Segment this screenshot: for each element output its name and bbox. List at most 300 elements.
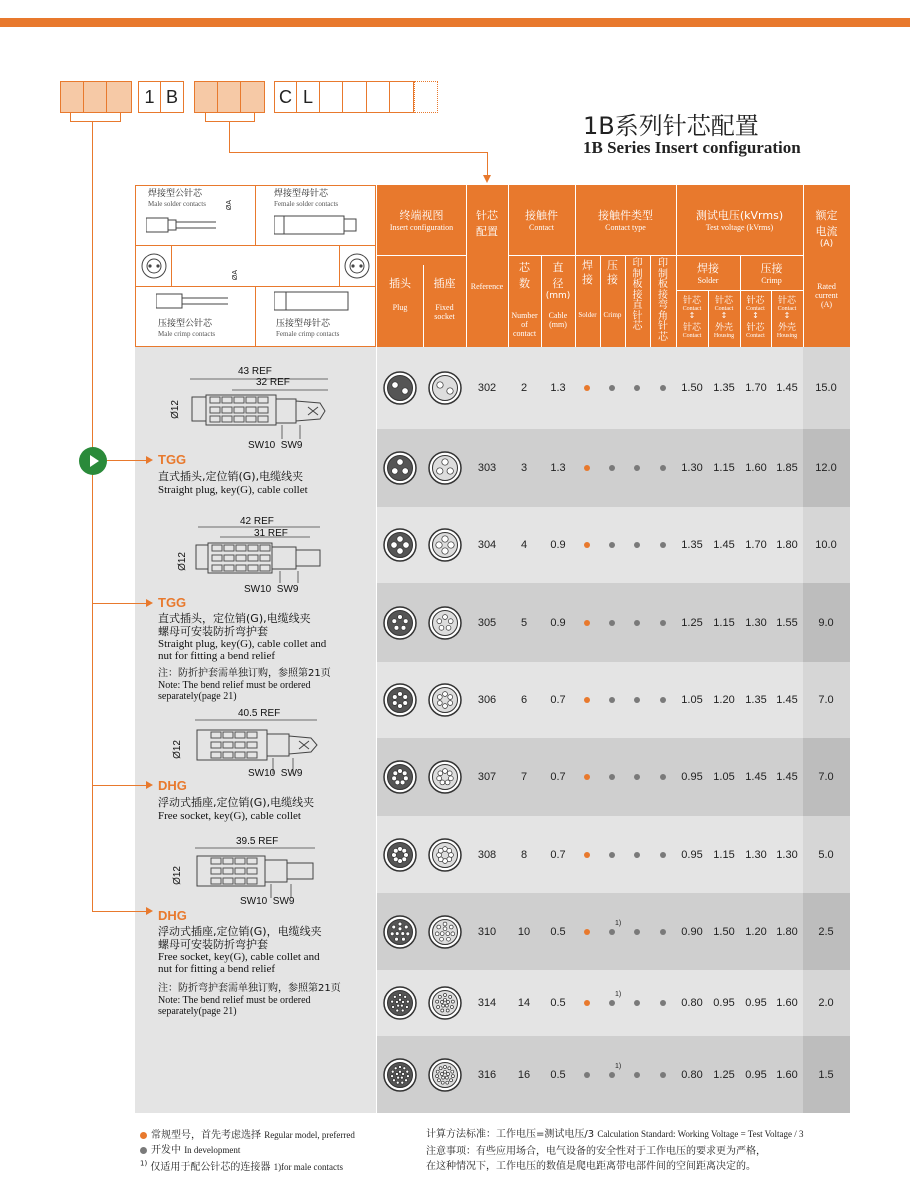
plug-insert-icon [382,450,418,486]
female-crimp-label-en: Female crimp contacts [276,329,340,338]
solder-status-dot [584,1072,590,1078]
pcb-elbow-status-dot [660,929,666,935]
model-code-dhg: DHG [158,908,187,923]
model-note-en: Note: The bend relief must be ordered [158,994,311,1006]
code-box [194,81,218,113]
model-note-en: separately(page 21) [158,690,237,702]
solder-contact-voltage-cell: 1.50 [681,382,703,394]
sub-contact-en: Contact [777,306,797,312]
socket-insert-icon [427,1057,463,1093]
solder-contact-voltage-cell: 1.25 [681,616,703,629]
crimp-footnote-mark: 1) [615,991,622,998]
ref-cell: 302 [477,382,497,394]
header-socket-cn: 插座 [433,277,456,290]
legend-regular-cn: 常规型号，首先考虑选择 [151,1130,261,1141]
cable-diameter-cell: 0.7 [550,771,566,783]
solder-housing-voltage-cell: 1.15 [713,462,735,474]
header-num-en3: contact [512,329,537,338]
crimp-footnote-mark: 1) [615,919,622,927]
socket-insert-icon [427,985,463,1021]
cable-diameter-cell: 0.5 [550,997,566,1009]
socket-insert-icon [427,914,463,950]
cable-diameter-cell: 0.7 [550,694,566,706]
solder-status-dot [584,385,590,391]
header-divider [377,255,466,256]
model-desc-cn: 直式插头,定位销(G),电缆线夹 [158,470,304,483]
pcb-straight-status-dot [634,465,640,471]
header-solder-cn: 焊接 [582,259,593,287]
rated-current-cell: 2.5 [818,925,834,938]
insert-face-icon [343,249,371,283]
header-current-cn3: (A) [819,239,834,249]
dim-label: Ø12 [172,740,183,759]
down-arrow-icon [483,175,491,183]
dim-label: SW10 SW9 [244,584,299,595]
rated-current-cell: 10.0 [815,539,837,551]
arrow-line [92,603,147,604]
header-crimp-cn: 压接 [607,259,618,287]
pcb-elbow-status-dot [660,465,666,471]
header-solder-en: Solder [578,311,597,319]
code-box [83,81,107,113]
cable-diameter-cell: 0.7 [550,848,566,861]
plug-insert-icon [382,605,418,641]
solder-contact-voltage-cell: 0.95 [681,771,703,783]
development-dot-icon [140,1147,147,1154]
code-box [106,81,132,113]
sub-housing-en: Housing [713,333,735,339]
calc-standard-en: Calculation Standard: Working Voltage = Test Voltage / 3 [597,1129,804,1139]
ref-cell: 316 [477,1068,497,1081]
solder-contact-voltage-cell: 0.80 [681,1068,703,1081]
tgg-plug-relief-drawing [180,515,350,595]
header-dia-cn2: 径 [552,277,564,290]
header-crimp-en: Crimp [603,311,622,319]
bracket-line [205,121,255,122]
pcb-elbow-status-dot [660,774,666,780]
pcb-straight-status-dot [634,774,640,780]
crimp-status-dot [609,1000,615,1006]
socket-insert-icon [427,450,463,486]
pcb-elbow-status-dot [660,1000,666,1006]
solder-housing-voltage-cell: 1.35 [713,382,735,394]
crimp-footnote-mark: 1) [615,1062,622,1070]
header-divider [508,255,803,256]
contact-count-cell: 10 [517,925,531,938]
solder-housing-voltage-cell: 0.95 [713,997,735,1009]
crimp-status-dot [609,774,615,780]
dim-label: SW10 SW9 [248,440,303,451]
male-crimp-label: 压接型公针芯 [158,319,213,329]
pcb-straight-status-dot [634,542,640,548]
header-num-cn2: 数 [519,277,530,290]
page-title-en: 1B Series Insert configuration [583,138,801,157]
pcb-elbow-status-dot [660,1072,666,1078]
ref-cell: 310 [477,925,497,938]
plug-insert-icon [382,370,418,406]
solder-status-dot [584,542,590,548]
model-desc-en: nut for fitting a bend relief [158,650,275,663]
dim-a-label: ØA [232,270,239,281]
cable-diameter-cell: 0.5 [550,925,566,938]
header-current-en3: (A) [820,300,833,309]
header-num-cn1: 芯 [519,261,530,274]
code-box [389,81,414,113]
solder-contact-voltage-cell: 1.35 [681,539,703,551]
contact-count-cell: 16 [517,1068,531,1081]
code-box [319,81,343,113]
rated-current-cell: 1.5 [818,1068,834,1081]
model-desc-cn: 直式插头，定位销(G),电缆线夹 [158,612,311,625]
plug-insert-icon [382,837,418,873]
cable-diameter-cell: 1.3 [550,462,566,474]
pcb-straight-status-dot [634,697,640,703]
male-solder-label-en: Male solder contacts [148,199,206,208]
header-current-cn1: 额定 [815,209,838,222]
pcb-elbow-status-dot [660,852,666,858]
solder-housing-voltage-cell: 1.20 [713,694,735,706]
crimp-housing-voltage-cell: 1.60 [776,997,798,1009]
note-line-2: 在这种情况下，工作电压的数值是爬电距离带电部件间的空间距离决定的。 [426,1161,756,1172]
header-test-en: Test voltage (kVrms) [705,223,774,232]
sub-shell-cn: 外壳 [714,323,733,333]
header-type-en: Contact type [605,223,646,232]
crimp-contact-voltage-cell: 1.30 [745,616,767,629]
pcb-straight-status-dot [634,1072,640,1078]
header-test-cn: 测试电压(kVrms) [695,209,784,222]
socket-insert-icon [427,605,463,641]
top-accent-bar [0,18,910,27]
code-box [342,81,367,113]
model-note-cn: 注：防折弯护套需单独订购，参照第21页 [158,983,341,994]
sub-pin-cn: 针芯 [746,296,765,306]
crimp-housing-voltage-cell: 1.45 [776,694,798,706]
code-box-series-b: B [160,81,184,113]
header-contact-en: Contact [529,223,554,232]
ref-cell: 308 [477,848,497,861]
arrow-icon [146,456,153,464]
crimp-contact-voltage-cell: 0.95 [745,997,767,1009]
pcb-elbow-status-dot [660,542,666,548]
crimp-status-dot [609,929,615,935]
rated-current-cell: 5.0 [818,848,834,861]
solder-housing-voltage-cell: 1.05 [713,771,735,783]
crimp-contact-voltage-cell: 1.70 [745,539,767,551]
header-pcb-straight-cn: 印制板接直针芯 [632,258,643,332]
code-box [60,81,84,113]
crimp-contact-voltage-cell: 1.45 [745,771,767,783]
sub-pin-cn: 针芯 [682,296,701,306]
rated-current-cell: 7.0 [818,771,834,783]
contact-count-cell: 6 [520,694,528,706]
header-type-cn: 接触件类型 [598,209,653,222]
socket-insert-icon [427,837,463,873]
sub-pin-cn: 针芯 [714,296,733,306]
header-ref-en: Reference [470,282,504,291]
header-divider [676,290,803,291]
arrow-icon [146,599,153,607]
header-dia-en1: Cable [548,311,568,320]
solder-status-dot [584,852,590,858]
crimp-contact-voltage-cell: 1.60 [745,462,767,474]
pcb-elbow-status-dot [660,620,666,626]
sub-shell-cn: 外壳 [777,323,796,333]
plug-insert-icon [382,985,418,1021]
crimp-status-dot [609,697,615,703]
bracket-line [487,152,488,176]
pcb-elbow-status-dot [660,697,666,703]
male-crimp-label-en: Male crimp contacts [158,329,216,338]
code-box-l: L [296,81,320,113]
pcb-straight-status-dot [634,929,640,935]
male-solder-contact-drawing [146,210,226,240]
code-box [240,81,265,113]
solder-contact-voltage-cell: 0.80 [681,997,703,1009]
dim-label: 31 REF [254,528,288,539]
header-num-en2: of [521,320,528,329]
model-desc-en: Free socket, key(G), cable collet [158,809,301,822]
female-crimp-label: 压接型母针芯 [276,319,331,329]
crimp-housing-voltage-cell: 1.45 [776,771,798,783]
dim-label: 32 REF [256,377,290,388]
header-plug-en: Plug [392,303,408,312]
crimp-status-dot [609,852,615,858]
rated-current-cell: 2.0 [818,997,834,1009]
model-note-en: Note: The bend relief must be ordered [158,679,311,691]
header-ref-cn1: 针芯 [476,209,498,222]
cable-diameter-cell: 0.5 [550,1068,566,1081]
model-code-tgg: TGG [158,452,187,467]
contact-count-cell: 5 [520,616,528,629]
sub-pin-cn: 针芯 [777,296,796,306]
contact-count-cell: 3 [520,462,528,474]
model-desc-cn: 螺母可安装防折弯护套 [158,937,268,951]
solder-contact-voltage-cell: 0.90 [681,925,703,938]
code-box [366,81,390,113]
solder-status-dot [584,1000,590,1006]
crimp-housing-voltage-cell: 1.55 [776,616,798,629]
pcb-straight-status-dot [634,1000,640,1006]
solder-housing-voltage-cell: 1.50 [713,925,735,938]
dim-label: SW10 SW9 [240,896,295,907]
header-contact-cn: 接触件 [525,209,558,222]
ref-cell: 314 [477,997,497,1009]
crimp-status-dot [609,542,615,548]
crimp-housing-voltage-cell: 1.45 [776,382,798,394]
contact-types-panel [135,185,376,347]
contact-count-cell: 14 [517,997,531,1009]
model-desc-en: Free socket, key(G), cable collet and [158,951,320,964]
female-solder-contact-drawing [274,210,364,240]
header-dia-en2: (mm) [549,320,567,329]
pcb-straight-status-dot [634,620,640,626]
male-solder-label: 焊接型公针芯 [148,189,203,199]
bracket-line [70,121,121,122]
ref-cell: 305 [477,616,497,629]
rated-current-cell: 7.0 [818,694,834,706]
model-desc-en: nut for fitting a bend relief [158,963,275,976]
crimp-status-dot [609,1072,615,1078]
regular-dot-icon [140,1132,147,1139]
arrow-icon [146,907,153,915]
sub-contact-en: Contact [746,333,765,339]
plug-insert-icon [382,527,418,563]
solder-status-dot [584,465,590,471]
code-box-c: C [274,81,297,113]
female-solder-label-en: Female solder contacts [274,199,339,208]
pcb-straight-status-dot [634,852,640,858]
legend-sup: 1) [140,1159,148,1168]
arrow-line [107,460,147,461]
plug-insert-icon [382,682,418,718]
header-insert-cn: 终端视图 [399,209,444,222]
code-box [217,81,241,113]
socket-insert-icon [427,527,463,563]
dim-label: 42 REF [240,516,274,527]
model-note-cn: 注：防折护套需单独订购，参照第21页 [158,668,331,679]
bracket-line [229,152,487,153]
bracket-line [229,121,230,152]
header-insert-en: Insert configuration [389,223,454,232]
crimp-status-dot [609,385,615,391]
contact-count-cell: 2 [520,382,528,394]
solder-housing-voltage-cell: 1.25 [713,1068,735,1081]
header-t-solder-en: Solder [697,276,719,285]
crimp-contact-voltage-cell: 0.95 [745,1068,767,1081]
header-t-solder-cn: 焊接 [697,262,719,275]
ref-cell: 306 [477,694,497,706]
socket-insert-icon [427,759,463,795]
crimp-contact-voltage-cell: 1.20 [745,925,767,938]
solder-contact-voltage-cell: 1.05 [681,694,703,706]
model-desc-en: Straight plug, key(G), cable collet [158,483,308,496]
bracket-line [92,121,93,911]
solder-status-dot [584,774,590,780]
pcb-straight-status-dot [634,385,640,391]
solder-housing-voltage-cell: 1.45 [713,539,735,551]
rated-current-cell: 9.0 [818,616,834,629]
code-box-optional [414,81,438,113]
rated-current-cell: 15.0 [815,382,837,394]
crimp-housing-voltage-cell: 1.85 [776,462,798,474]
contact-count-cell: 4 [520,539,528,551]
crimp-housing-voltage-cell: 1.30 [776,848,798,861]
plug-insert-icon [382,759,418,795]
legend-dev-cn: 开发中 [151,1145,181,1156]
model-desc-cn: 螺母可安装防折弯护套 [158,624,268,638]
solder-status-dot [584,697,590,703]
sub-contact-en: Contact [714,306,734,312]
male-crimp-contact-drawing [156,286,236,316]
plug-insert-icon [382,914,418,950]
model-code-dhg: DHG [158,778,187,793]
solder-status-dot [584,620,590,626]
cable-diameter-cell: 1.3 [550,382,566,394]
contact-count-cell: 7 [520,771,528,783]
header-num-en1: Number [511,311,538,320]
header-socket-en1: Fixed [435,303,454,312]
legend-regular-en: Regular model, preferred [264,1130,355,1140]
bracket-line [120,113,121,122]
header-plug-cn: 插头 [389,277,411,290]
header-current-cn2: 电流 [815,225,838,238]
legend-male-en: 1)for male contacts [273,1162,344,1172]
sub-pin-cn: 针芯 [746,323,765,333]
solder-contact-voltage-cell: 0.95 [681,848,703,861]
solder-contact-voltage-cell: 1.30 [681,462,703,474]
contact-count-cell: 8 [520,848,528,861]
dim-label: 43 REF [238,366,272,377]
female-crimp-contact-drawing [274,286,364,316]
dim-label: Ø12 [172,866,183,885]
play-marker-icon [79,447,107,475]
header-t-crimp-en: Crimp [761,276,782,285]
sub-pin-cn: 针芯 [682,323,701,333]
sub-housing-en: Housing [776,333,798,339]
arrow-line [92,911,147,912]
crimp-contact-voltage-cell: 1.70 [745,382,767,394]
crimp-contact-voltage-cell: 1.30 [745,848,767,861]
sub-contact-en: Contact [682,333,702,339]
code-box-series-1: 1 [138,81,161,113]
model-desc-cn: 浮动式插座,定位销(G)，电缆线夹 [158,925,322,938]
socket-insert-icon [427,370,463,406]
dim-label: SW10 SW9 [248,768,303,779]
bracket-line [254,113,255,122]
crimp-status-dot [609,620,615,626]
arrow-icon [146,781,153,789]
plug-insert-icon [382,1057,418,1093]
dim-label: 39.5 REF [236,836,279,847]
ref-cell: 304 [477,539,497,551]
page-title-cn: 1B系列针芯配置 [583,112,759,140]
sub-contact-en: Contact [746,306,765,312]
model-desc-en: Straight plug, key(G), cable collet and [158,638,327,651]
crimp-housing-voltage-cell: 1.60 [776,1068,798,1081]
header-socket-en2: socket [434,312,455,321]
cable-diameter-cell: 0.9 [550,616,566,629]
insert-face-icon [140,249,168,283]
pcb-elbow-status-dot [660,385,666,391]
crimp-status-dot [609,465,615,471]
ref-cell: 307 [477,771,497,783]
model-code-tgg: TGG [158,595,187,610]
model-desc-cn: 浮动式插座,定位销(G),电缆线夹 [158,796,315,809]
header-ref-cn2: 配置 [476,225,498,238]
header-pcb-elbow-cn: 印制板接弯角针芯 [658,258,668,343]
cable-diameter-cell: 0.9 [550,539,566,551]
crimp-housing-voltage-cell: 1.80 [776,539,798,551]
note-line-1: 注意事项：有些应用场合，电气设备的安全性对于工作电压的要求更为严格， [426,1146,766,1157]
crimp-contact-voltage-cell: 1.35 [745,694,767,706]
header-current-en2: current [815,291,838,300]
sub-contact-en: Contact [682,306,702,312]
solder-housing-voltage-cell: 1.15 [713,848,735,861]
rated-current-cell: 12.0 [815,462,837,474]
solder-status-dot [584,929,590,935]
model-note-en: separately(page 21) [158,1005,237,1017]
legend-male-cn: 仅适用于配公针芯的连接器 [150,1162,271,1173]
header-dia-cn3: (mm) [545,291,571,301]
dim-label: Ø12 [170,400,181,419]
dim-label: 40.5 REF [238,708,281,719]
dim-label: Ø12 [177,552,188,571]
header-dia-cn1: 直 [552,261,564,274]
crimp-housing-voltage-cell: 1.80 [776,925,798,938]
solder-housing-voltage-cell: 1.15 [713,616,735,629]
female-solder-label: 焊接型母针芯 [274,189,329,199]
dim-a-label: ØA [226,200,233,211]
